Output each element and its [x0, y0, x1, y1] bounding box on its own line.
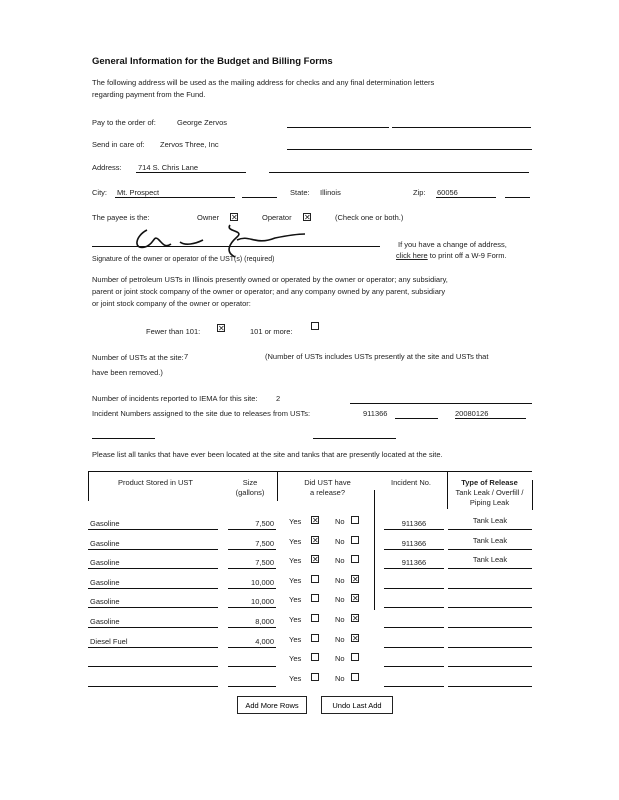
yes-label: Yes: [289, 595, 302, 605]
header-type-1: Type of Release: [461, 478, 518, 487]
product-cell[interactable]: Gasoline: [90, 538, 120, 548]
product-cell[interactable]: Diesel Fuel: [90, 636, 128, 646]
product-cell[interactable]: Gasoline: [90, 577, 120, 587]
operator-checkbox[interactable]: ✕: [304, 213, 311, 222]
size-cell[interactable]: 4,000: [255, 636, 274, 646]
incident-cell[interactable]: 911366: [401, 558, 427, 568]
no-checkbox[interactable]: [351, 516, 359, 524]
no-label: No: [335, 536, 345, 546]
zip-field[interactable]: 60056: [437, 188, 458, 197]
yes-checkbox[interactable]: [311, 575, 319, 583]
yes-checkbox[interactable]: [311, 594, 319, 602]
pay-to-label: Pay to the order of:: [92, 118, 156, 127]
address-field[interactable]: 714 S. Chris Lane: [138, 163, 199, 172]
incident-count-field[interactable]: 2: [276, 394, 281, 403]
no-checkbox[interactable]: [351, 555, 359, 563]
header-incident: Incident No.: [390, 478, 432, 487]
yes-label: Yes: [289, 673, 302, 683]
yes-label: Yes: [289, 634, 302, 644]
payee-label: The payee is the:: [92, 213, 150, 222]
zip-label: Zip:: [413, 188, 426, 197]
page-title: General Information for the Budget and Billing Forms: [92, 56, 333, 67]
product-cell[interactable]: Gasoline: [90, 519, 120, 528]
yes-checkbox[interactable]: ✕: [312, 535, 319, 545]
yes-checkbox[interactable]: ✕: [312, 555, 319, 565]
yes-checkbox[interactable]: [311, 673, 319, 681]
no-checkbox[interactable]: ✕: [352, 633, 359, 643]
size-cell[interactable]: 7,500: [255, 519, 274, 528]
product-cell[interactable]: Gasoline: [90, 558, 120, 568]
more-checkbox[interactable]: [311, 322, 319, 330]
header-type-3: Piping Leak: [469, 498, 510, 507]
fewer-checkbox[interactable]: ✕: [218, 324, 225, 333]
care-of-field[interactable]: Zervos Three, Inc: [160, 140, 219, 149]
yes-label: Yes: [289, 556, 302, 566]
petroleum-line-2: parent or joint stock company of the owner or operator; and any company owned by any parent, subsidiary: [92, 287, 446, 296]
incident-count-label: Number of incidents reported to IEMA for this site:: [92, 394, 258, 403]
header-type-2: Tank Leak / Overfill /: [455, 488, 524, 497]
no-label: No: [335, 595, 345, 605]
city-label: City:: [92, 188, 107, 197]
w9-link[interactable]: click here: [396, 251, 428, 260]
header-size-1: Size: [242, 478, 258, 487]
w9-link-rest: to print off a W-9 Form.: [427, 251, 507, 260]
table-intro: Please list all tanks that have ever been located at the site and tanks that are presently located at the site.: [92, 450, 443, 459]
yes-checkbox[interactable]: [311, 653, 319, 661]
operator-label: Operator: [262, 213, 292, 222]
yes-label: Yes: [289, 536, 302, 546]
incident-number-1[interactable]: 911366: [363, 409, 388, 418]
no-checkbox[interactable]: [351, 673, 359, 681]
header-size-2: (gallons): [235, 488, 265, 497]
intro-line-2: regarding payment from the Fund.: [92, 90, 206, 99]
address-label: Address:: [92, 163, 122, 172]
yes-label: Yes: [289, 654, 302, 664]
ust-count-label: Number of USTs at the site:: [92, 353, 184, 362]
no-checkbox[interactable]: ✕: [352, 594, 359, 604]
address-change-text: If you have a change of address,: [398, 240, 507, 249]
product-cell[interactable]: Gasoline: [90, 617, 120, 626]
no-checkbox[interactable]: [351, 653, 359, 661]
release-type-cell[interactable]: Tank Leak: [472, 516, 508, 525]
yes-checkbox[interactable]: [311, 634, 319, 642]
no-checkbox[interactable]: ✕: [352, 574, 359, 584]
size-cell[interactable]: 7,500: [255, 538, 274, 548]
ust-count-note: (Number of USTs includes USTs presently at the site and USTs that: [265, 352, 489, 361]
ust-count-field[interactable]: 7: [184, 352, 189, 361]
no-label: No: [335, 556, 345, 566]
incident-number-2[interactable]: 20080126: [455, 409, 489, 418]
add-more-rows-button[interactable]: Add More Rows: [237, 696, 307, 714]
incident-cell[interactable]: 911366: [401, 519, 427, 528]
city-field[interactable]: Mt. Prospect: [117, 188, 160, 197]
yes-label: Yes: [289, 575, 302, 585]
no-label: No: [335, 673, 345, 683]
pay-to-field[interactable]: George Zervos: [177, 118, 228, 127]
size-cell[interactable]: 10,000: [251, 577, 274, 587]
owner-label: Owner: [197, 213, 220, 222]
size-cell[interactable]: 8,000: [255, 617, 274, 626]
header-release-2: a release?: [309, 488, 346, 497]
ust-count-note-2: have been removed.): [92, 368, 163, 377]
yes-label: Yes: [289, 517, 302, 526]
no-label: No: [335, 654, 345, 664]
release-type-cell[interactable]: Tank Leak: [472, 535, 508, 545]
release-type-cell[interactable]: Tank Leak: [472, 555, 508, 565]
size-cell[interactable]: 7,500: [255, 558, 274, 568]
no-checkbox[interactable]: [351, 536, 359, 544]
product-cell[interactable]: Gasoline: [90, 597, 120, 607]
signature-caption: Signature of the owner or operator of the UST(s) (required): [92, 256, 275, 263]
size-cell[interactable]: 10,000: [251, 597, 274, 607]
no-checkbox[interactable]: ✕: [352, 614, 359, 623]
incident-cell[interactable]: 911366: [401, 538, 427, 548]
petroleum-line-1: Number of petroleum USTs in Illinois presently owned or operated by the owner or operator; any subsidiary,: [92, 275, 448, 284]
yes-label: Yes: [289, 615, 302, 624]
incident-numbers-label: Incident Numbers assigned to the site due to releases from USTs:: [92, 409, 311, 418]
no-label: No: [335, 615, 345, 624]
no-label: No: [335, 634, 345, 644]
state-field[interactable]: Illinois: [320, 188, 341, 197]
petroleum-line-3: or joint stock company of the owner or operator:: [92, 299, 251, 308]
owner-checkbox[interactable]: ✕: [231, 213, 238, 222]
undo-last-add-button[interactable]: Undo Last Add: [321, 696, 393, 714]
more-label: 101 or more:: [250, 327, 293, 336]
header-product: Product Stored in UST: [117, 478, 194, 487]
fewer-label: Fewer than 101:: [146, 327, 201, 336]
check-note: (Check one or both.): [335, 213, 404, 222]
no-label: No: [335, 575, 345, 585]
w9-link-line: [396, 251, 507, 260]
yes-checkbox[interactable]: [311, 614, 319, 622]
header-release-1: Did UST have: [304, 478, 351, 487]
intro-line-1: The following address will be used as the mailing address for checks and any final determination letters: [92, 78, 435, 87]
care-of-label: Send in care of:: [92, 140, 145, 149]
yes-checkbox[interactable]: ✕: [312, 516, 319, 525]
state-label: State:: [290, 188, 310, 197]
no-label: No: [335, 517, 345, 526]
